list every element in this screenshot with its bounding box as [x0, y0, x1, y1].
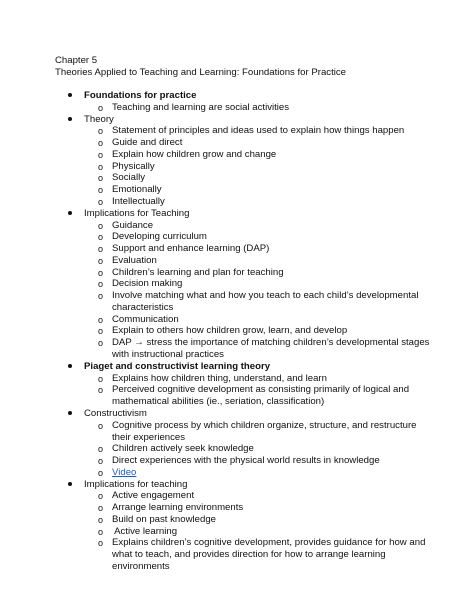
- list-item: o Communication: [98, 314, 179, 325]
- sub-bullet-icon: o: [98, 515, 104, 525]
- list-item: o Statement of principles and ideas used to explain how things happen: [98, 125, 405, 136]
- list-item: o Teaching and learning are social activities: [98, 102, 290, 113]
- list-item: o Emotionally: [98, 184, 162, 195]
- list-item: o Socially: [98, 172, 146, 183]
- section-foundations: [84, 90, 196, 102]
- list-item: o Guidance: [98, 220, 154, 231]
- sub-bullet-icon: o: [98, 279, 104, 289]
- list-item: o Children’s learning and plan for teaching: [98, 267, 284, 278]
- list-item: o Guide and direct: [98, 137, 183, 148]
- sub-bullet-icon: o: [98, 374, 104, 384]
- list-item: [98, 467, 432, 479]
- list-item: o Explain to others how children grow, learn, and develop: [98, 325, 348, 336]
- list-item: o Children actively seek knowledge: [98, 443, 254, 454]
- sub-bullet-icon: o: [98, 291, 104, 301]
- bullet-icon: [68, 117, 72, 121]
- sub-bullet-icon: o: [98, 503, 104, 513]
- sub-bullet-icon: o: [98, 256, 104, 266]
- section-piaget: [84, 361, 270, 373]
- list-item: o Active learning: [98, 526, 178, 537]
- list-item: o Support and enhance learning (DAP): [98, 243, 270, 254]
- sub-bullet-icon: o: [98, 232, 104, 242]
- bullet-icon: [68, 482, 72, 486]
- sub-bullet-icon: o: [98, 150, 104, 160]
- list-item: o Explains how children thing, understand, and learn: [98, 373, 327, 384]
- sub-bullet-icon: o: [98, 326, 104, 336]
- list-item: o Developing curriculum: [98, 231, 207, 242]
- list-item: o Involve matching what and how you teach to each child’s developmental characteristics: [98, 290, 419, 313]
- list-item: o Intellectually: [98, 196, 165, 207]
- sub-bullet-icon: o: [98, 126, 104, 136]
- section-label: Constructivism: [84, 408, 147, 419]
- bullet-icon: [68, 411, 72, 415]
- list-item: o Cognitive process by which children organize, structure, and restructure their experiences: [98, 420, 417, 443]
- chapter-title: Theories Applied to Teaching and Learning: Foundations for Practice: [55, 67, 347, 78]
- list-item: o Decision making: [98, 278, 183, 289]
- sub-bullet-icon: o: [98, 421, 104, 431]
- sub-bullet-icon: o: [98, 173, 104, 183]
- sub-bullet-icon: o: [98, 138, 104, 148]
- list-item: o Arrange learning environments: [98, 502, 244, 513]
- sub-bullet-icon: o: [98, 197, 104, 207]
- sub-bullet-icon: o: [98, 162, 104, 172]
- list-item: o Build on past knowledge: [98, 514, 217, 525]
- sub-bullet-icon: o: [98, 444, 104, 454]
- sub-bullet-icon: o: [98, 538, 104, 548]
- section-label: Implications for teaching: [84, 479, 188, 490]
- sub-bullet-icon: o: [98, 103, 104, 113]
- sub-bullet-icon: o: [98, 491, 104, 501]
- sub-bullet-icon: o: [98, 456, 104, 466]
- section-label: Implications for Teaching: [84, 208, 190, 219]
- sub-bullet-icon: o: [98, 385, 104, 395]
- sub-bullet-icon: o: [98, 221, 104, 231]
- sub-bullet-icon: o: [98, 315, 104, 325]
- list-item: o Direct experiences with the physical world results in knowledge: [98, 455, 380, 466]
- sub-bullet-icon: o: [98, 185, 104, 195]
- chapter-label: Chapter 5: [55, 55, 98, 66]
- section-label: Piaget and constructivist learning theory: [84, 361, 271, 372]
- video-link[interactable]: Video: [112, 467, 137, 478]
- sub-bullet-icon: o: [98, 468, 104, 478]
- section-implications-teaching: [84, 208, 189, 220]
- bullet-icon: [68, 211, 72, 215]
- bullet-icon: [68, 93, 72, 97]
- list-item: o Explain how children grow and change: [98, 149, 277, 160]
- bullet-icon: [68, 364, 72, 368]
- sub-bullet-icon: o: [98, 338, 104, 348]
- list-item: o DAP → stress the importance of matching children’s developmental stages with instructional practices: [98, 337, 430, 360]
- list-item: o Active engagement: [98, 490, 195, 501]
- sub-bullet-icon: o: [98, 268, 104, 278]
- sub-bullet-icon: o: [98, 527, 104, 537]
- section-constructivism: [84, 408, 147, 420]
- sub-bullet-icon: o: [98, 244, 104, 254]
- list-item: o Evaluation: [98, 255, 157, 266]
- section-label: Theory: [84, 114, 114, 125]
- list-item: o Perceived cognitive development as consisting primarily of logical and mathematical abilities (ie., seriation, classification): [98, 384, 410, 407]
- list-item: o Explains children’s cognitive development, provides guidance for how and what to teach, and provides direction for how to arrange learning environments: [98, 537, 426, 572]
- list-item: o Physically: [98, 161, 155, 172]
- section-label: Foundations for practice: [84, 90, 197, 101]
